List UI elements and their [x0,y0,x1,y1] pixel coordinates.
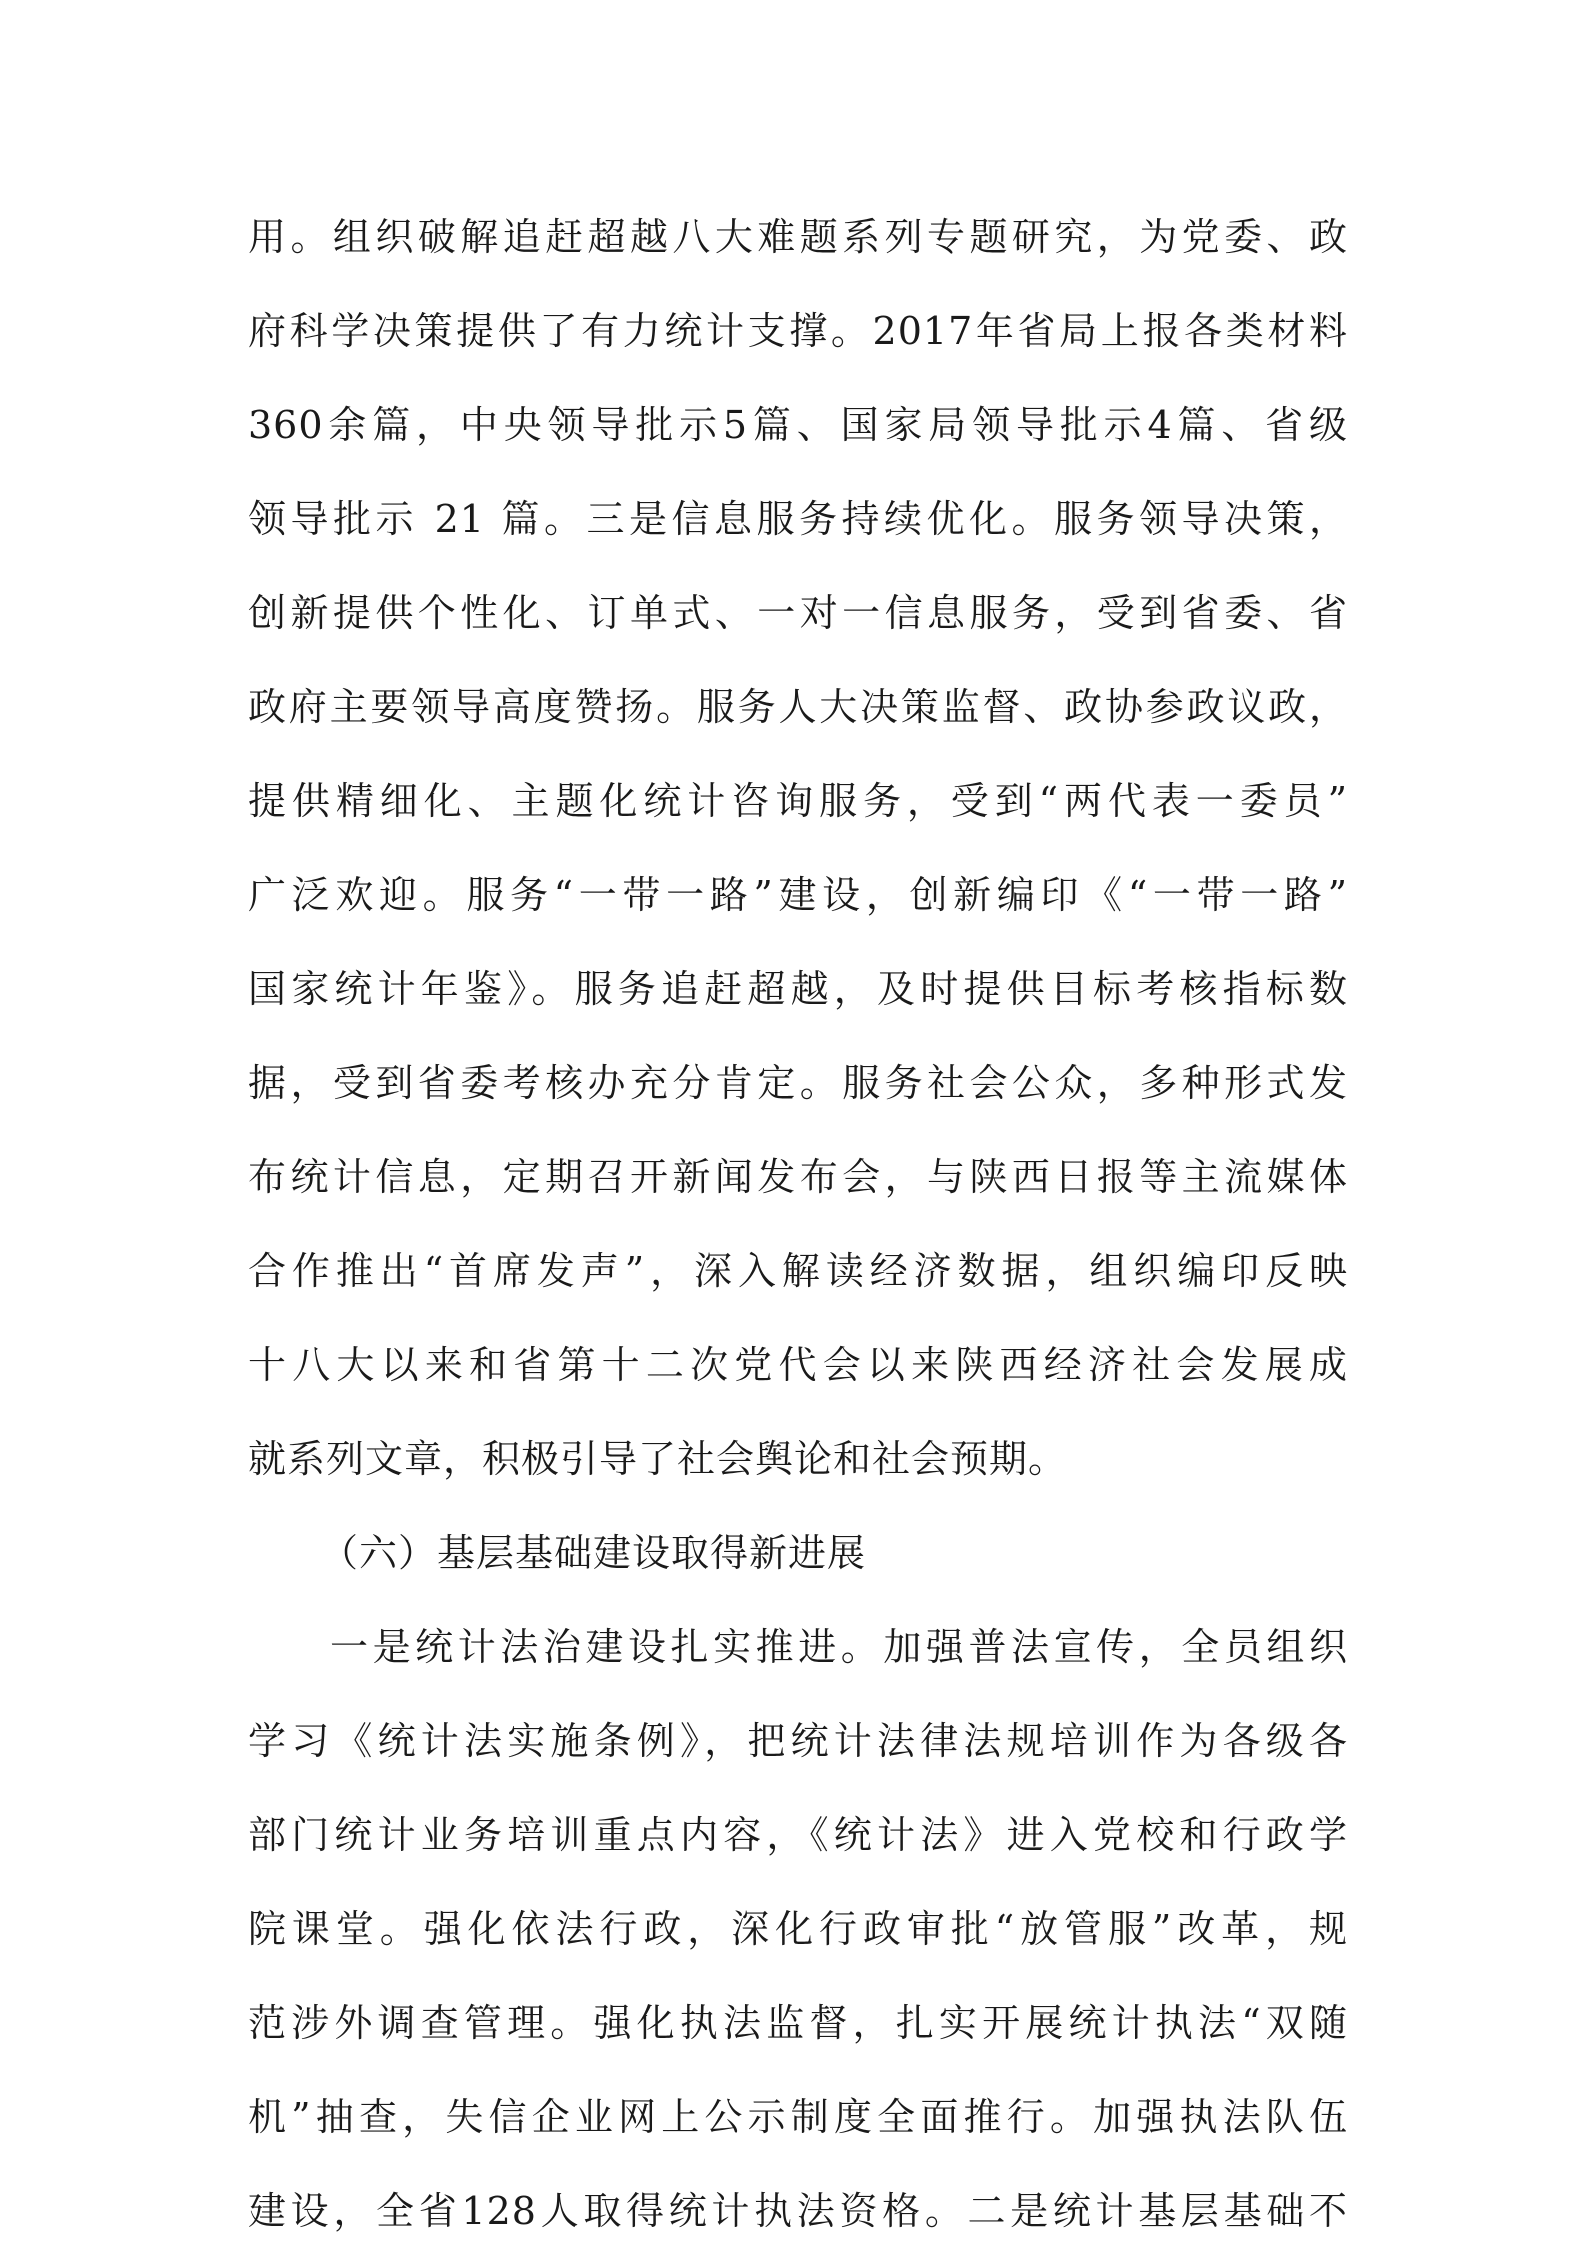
paragraph-line: 范涉外调查管理。强化执法监督，扎实开展统计执法“双随 [248,2001,1348,2045]
paragraph-line: 机”抽查，失信企业网上公示制度全面推行。加强执法队伍 [248,2095,1348,2139]
paragraph-line: 提供精细化、主题化统计咨询服务，受到“两代表一委员” [248,779,1348,823]
paragraph-line: 领导批示 21 篇。三是信息服务持续优化。服务领导决策， [248,497,1348,541]
paragraph-line: 建设，全省128人取得统计执法资格。二是统计基层基础不 [248,2189,1348,2233]
paragraph-line: 广泛欢迎。服务“一带一路”建设，创新编印《“一带一路” [248,873,1348,917]
paragraph-line: 国家统计年鉴》。服务追赶超越，及时提供目标考核指标数 [248,967,1348,1011]
paragraph-line: 政府主要领导高度赞扬。服务人大决策监督、政协参政议政， [248,685,1348,729]
paragraph-line: 创新提供个性化、订单式、一对一信息服务，受到省委、省 [248,591,1348,635]
paragraph-line: 学习《统计法实施条例》，把统计法律法规培训作为各级各 [248,1719,1348,1763]
paragraph-line: 就系列文章，积极引导了社会舆论和社会预期。 [248,1437,1068,1481]
paragraph-line: 合作推出“首席发声”，深入解读经济数据，组织编印反映 [248,1249,1348,1293]
paragraph-line: 据，受到省委考核办充分肯定。服务社会公众，多种形式发 [248,1061,1348,1105]
paragraph-line: 布统计信息，定期召开新闻发布会，与陕西日报等主流媒体 [248,1155,1348,1199]
paragraph-line: 360余篇，中央领导批示5篇、国家局领导批示4篇、省级 [248,403,1348,447]
paragraph-line: 一是统计法治建设扎实推进。加强普法宣传，全员组织 [330,1625,1348,1669]
paragraph-line: 用。组织破解追赶超越八大难题系列专题研究，为党委、政 [248,215,1348,259]
paragraph-line: 院课堂。强化依法行政，深化行政审批“放管服”改革，规 [248,1907,1348,1951]
section-heading: （六）基层基础建设取得新进展 [320,1531,867,1575]
paragraph-line: 府科学决策提供了有力统计支撑。2017年省局上报各类材料 [248,309,1348,353]
paragraph-line: 十八大以来和省第十二次党代会以来陕西经济社会发展成 [248,1343,1348,1387]
paragraph-line: 部门统计业务培训重点内容，《统计法》进入党校和行政学 [248,1813,1348,1857]
